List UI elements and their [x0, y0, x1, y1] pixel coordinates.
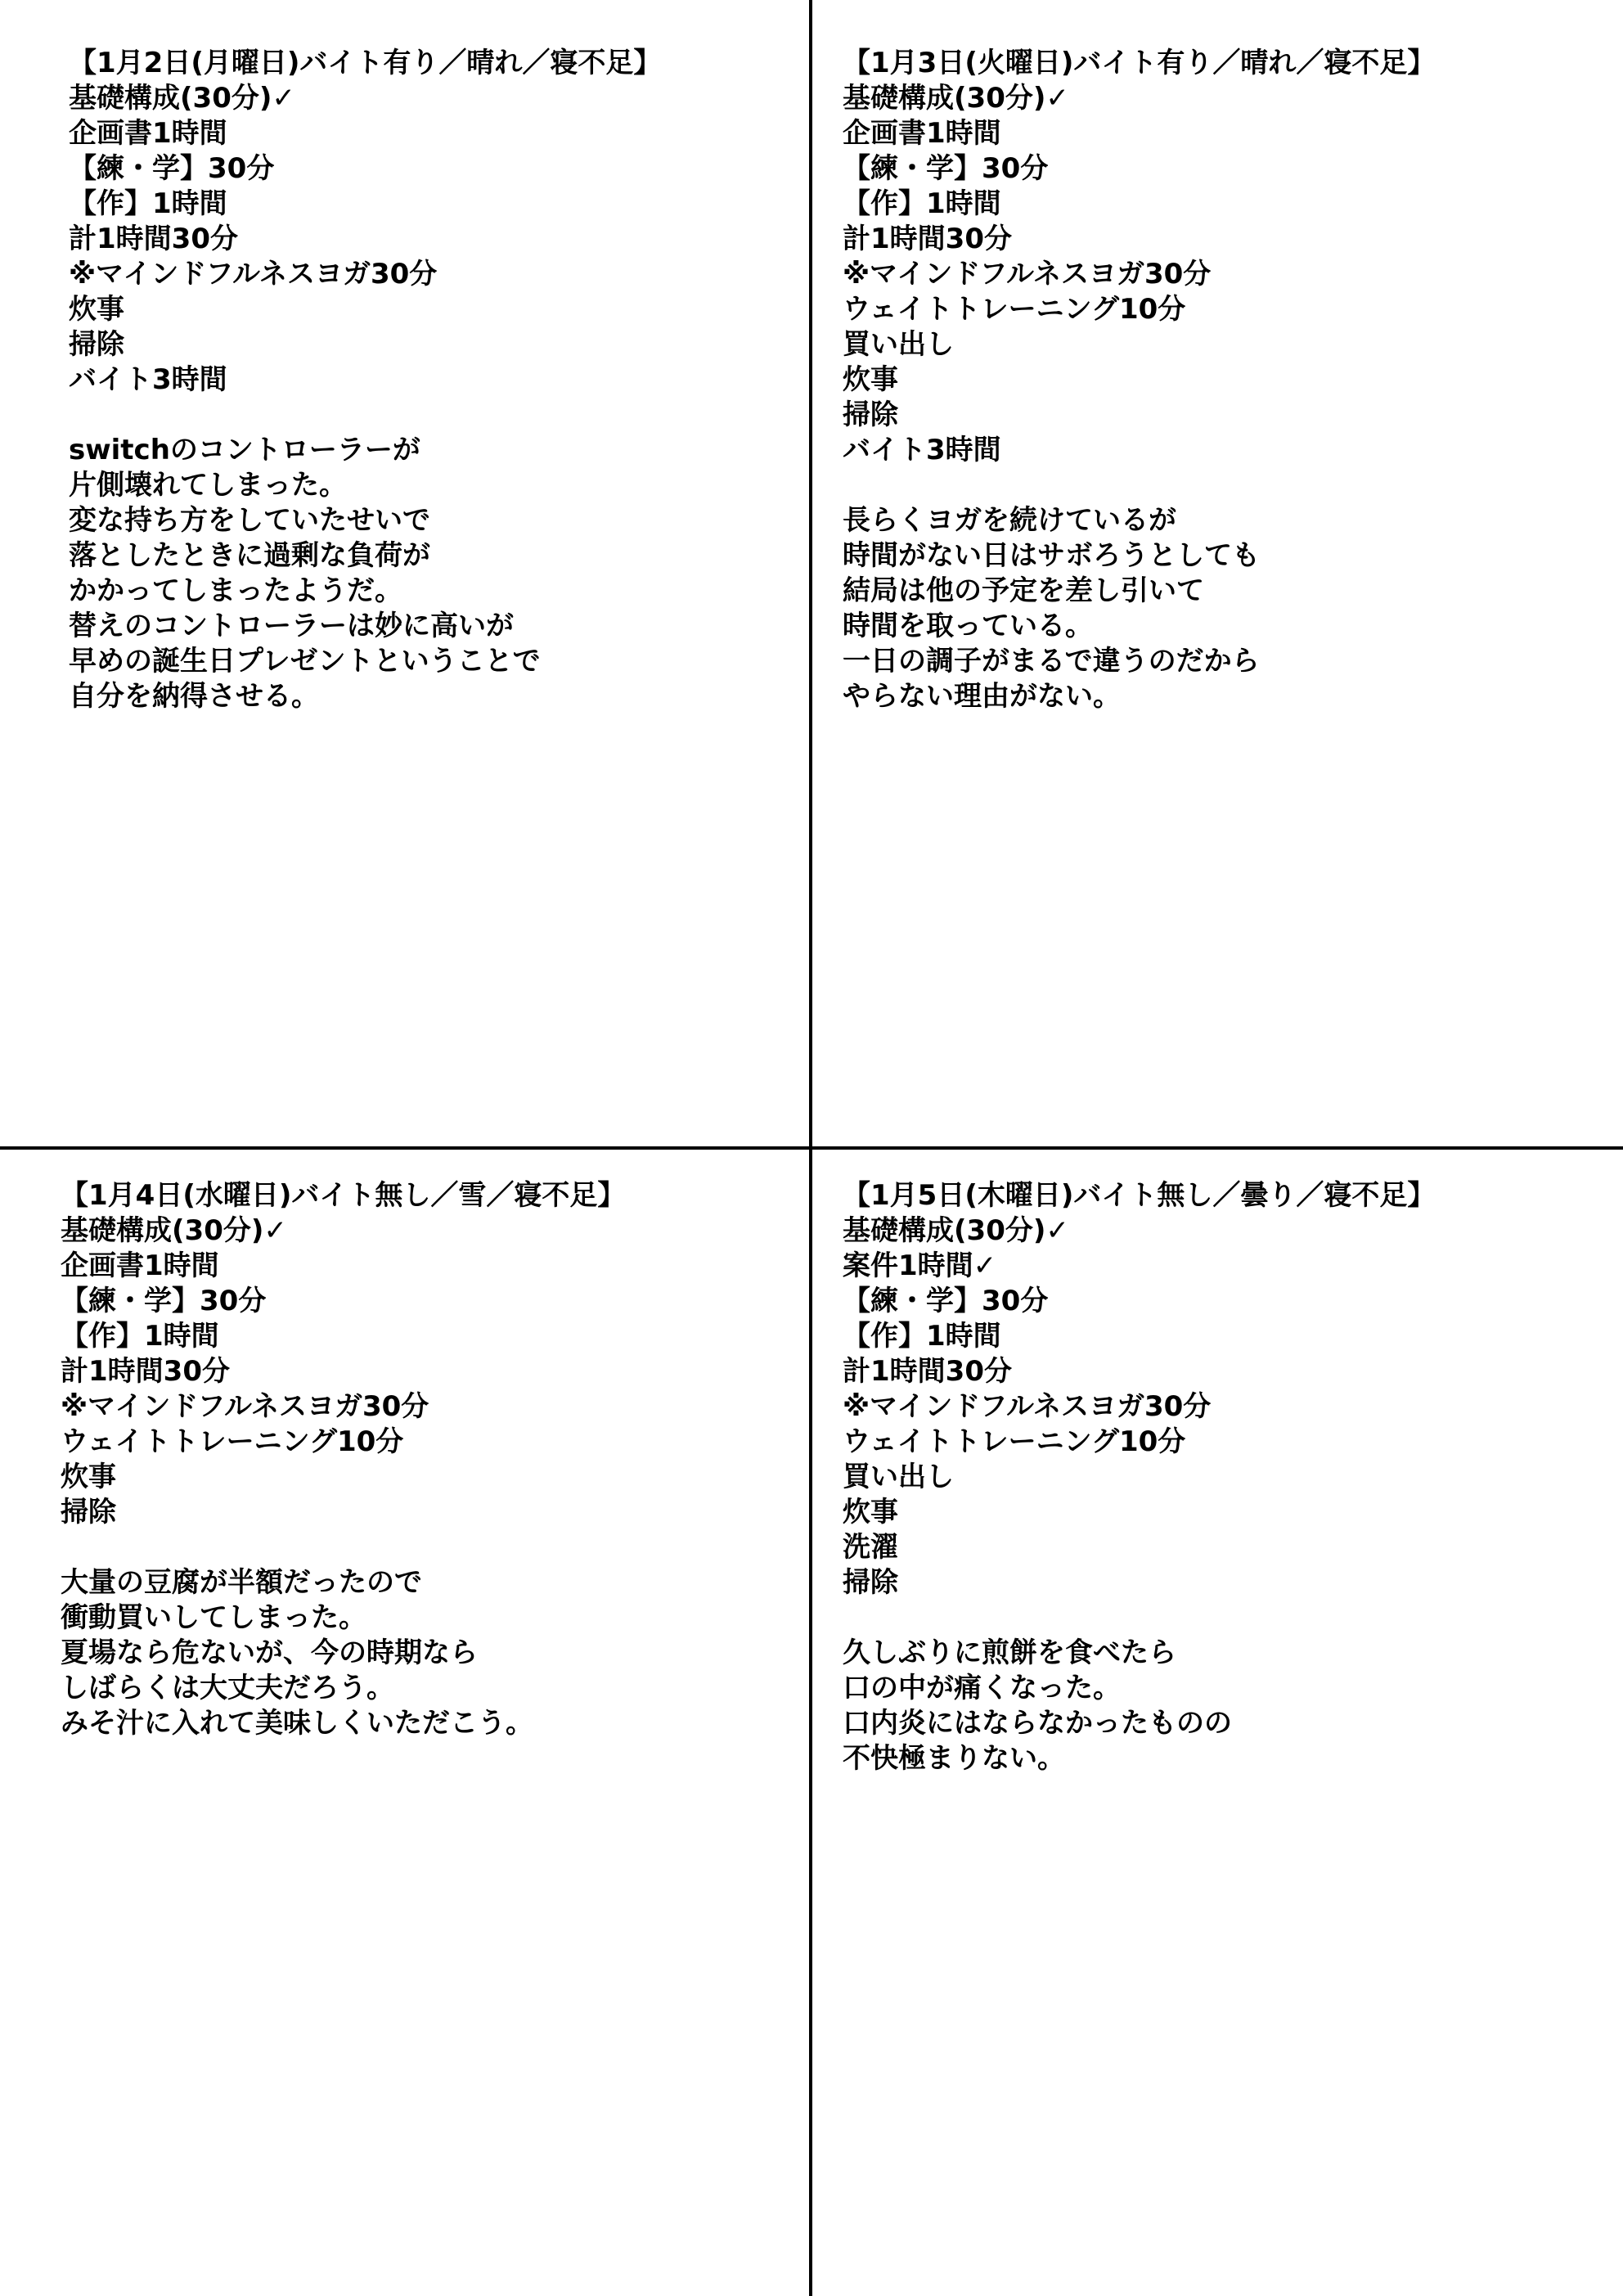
task-item: 掃除 [69, 328, 124, 361]
task-item: 【作】1時間 [61, 1320, 219, 1353]
diary-line: 不快極まりない。 [843, 1742, 1065, 1775]
diary-text [69, 433, 805, 714]
task-item: 洗濯 [843, 1531, 898, 1564]
diary-line: 衝動買いしてしまった。 [61, 1601, 366, 1634]
diary-line: やらない理由がない。 [843, 680, 1121, 713]
diary-entry-jan-5 [843, 1178, 1579, 1776]
diary-line: しばらくは大丈夫だろう。 [61, 1672, 394, 1704]
diary-text [843, 503, 1579, 714]
diary-entry-jan-4 [61, 1178, 797, 1741]
task-item: 案件1時間✓ [843, 1249, 997, 1282]
diary-line: 落としたときに過剰な負荷が [69, 539, 430, 572]
task-item: ※マインドフルネスヨガ30分 [61, 1390, 429, 1423]
diary-text [61, 1565, 797, 1741]
entry-header: 【1月3日(火曜日)バイト有り／晴れ／寝不足】 [843, 47, 1436, 79]
task-item: 炊事 [843, 363, 898, 396]
task-item: ウェイトトレーニング10分 [843, 1425, 1186, 1458]
task-item: 炊事 [69, 293, 124, 326]
diary-line: 口内炎にはならなかったものの [843, 1707, 1232, 1740]
task-item: ※マインドフルネスヨガ30分 [843, 258, 1212, 290]
diary-line: 自分を納得させる。 [69, 680, 319, 713]
task-item: 計1時間30分 [61, 1355, 230, 1388]
task-list [843, 1213, 1579, 1600]
diary-text [843, 1636, 1579, 1776]
task-item: 【作】1時間 [843, 187, 1001, 220]
task-item: バイト3時間 [843, 434, 1001, 466]
task-item: 買い出し [843, 328, 954, 361]
task-item: ウェイトトレーニング10分 [843, 293, 1186, 326]
diary-line: 片側壊れてしまった。 [69, 469, 347, 502]
diary-entry-jan-3 [843, 46, 1579, 714]
task-item: ※マインドフルネスヨガ30分 [69, 258, 438, 290]
task-item: 【練・学】30分 [843, 1285, 1049, 1317]
task-item: 炊事 [843, 1496, 898, 1528]
diary-line: 時間を取っている。 [843, 610, 1093, 642]
diary-line: みそ汁に入れて美味しくいただこう。 [61, 1707, 533, 1740]
task-item: 基礎構成(30分)✓ [61, 1214, 287, 1247]
diary-line: 長らくヨガを続けているが [843, 504, 1176, 537]
diary-line: 替えのコントローラーは妙に高いが [69, 610, 514, 642]
task-list [843, 81, 1579, 468]
entry-header: 【1月5日(木曜日)バイト無し／曇り／寝不足】 [843, 1179, 1436, 1212]
task-item: 掃除 [843, 1566, 898, 1599]
diary-line: 久しぶりに煎餅を食べたら [843, 1636, 1176, 1669]
task-item: 企画書1時間 [61, 1249, 219, 1282]
diary-line: 結局は他の予定を差し引いて [843, 574, 1204, 607]
task-item: 計1時間30分 [843, 223, 1012, 255]
task-item: 基礎構成(30分)✓ [69, 82, 295, 115]
diary-line: 時間がない日はサボろうとしても [843, 539, 1260, 572]
diary-line: 大量の豆腐が半額だったので [61, 1566, 422, 1599]
task-item: 【練・学】30分 [69, 152, 275, 185]
task-item: 基礎構成(30分)✓ [843, 82, 1069, 115]
task-list [61, 1213, 797, 1530]
horizontal-divider [0, 1146, 1623, 1150]
diary-line: 口の中が痛くなった。 [843, 1672, 1121, 1704]
task-item: 掃除 [61, 1496, 116, 1528]
diary-entry-jan-2 [69, 46, 805, 714]
task-item: ※マインドフルネスヨガ30分 [843, 1390, 1212, 1423]
task-item: ウェイトトレーニング10分 [61, 1425, 404, 1458]
diary-line: 一日の調子がまるで違うのだから [843, 645, 1260, 678]
task-item: 計1時間30分 [69, 223, 238, 255]
task-item: 【練・学】30分 [61, 1285, 267, 1317]
task-list [69, 81, 805, 398]
task-item: 掃除 [843, 398, 898, 431]
diary-line: かかってしまったようだ。 [69, 574, 402, 607]
diary-line: 夏場なら危ないが、今の時期なら [61, 1636, 478, 1669]
task-item: 【作】1時間 [69, 187, 227, 220]
task-item: 【作】1時間 [843, 1320, 1001, 1353]
diary-line: switchのコントローラーが [69, 434, 420, 466]
entry-header: 【1月4日(水曜日)バイト無し／雪／寝不足】 [61, 1179, 626, 1212]
entry-header: 【1月2日(月曜日)バイト有り／晴れ／寝不足】 [69, 47, 662, 79]
task-item: 企画書1時間 [843, 117, 1001, 150]
task-item: 計1時間30分 [843, 1355, 1012, 1388]
task-item: 基礎構成(30分)✓ [843, 1214, 1069, 1247]
task-item: 買い出し [843, 1461, 954, 1493]
diary-line: 変な持ち方をしていたせいで [69, 504, 430, 537]
task-item: 【練・学】30分 [843, 152, 1049, 185]
diary-line: 早めの誕生日プレゼントということで [69, 645, 541, 678]
task-item: バイト3時間 [69, 363, 227, 396]
task-item: 炊事 [61, 1461, 116, 1493]
task-item: 企画書1時間 [69, 117, 227, 150]
